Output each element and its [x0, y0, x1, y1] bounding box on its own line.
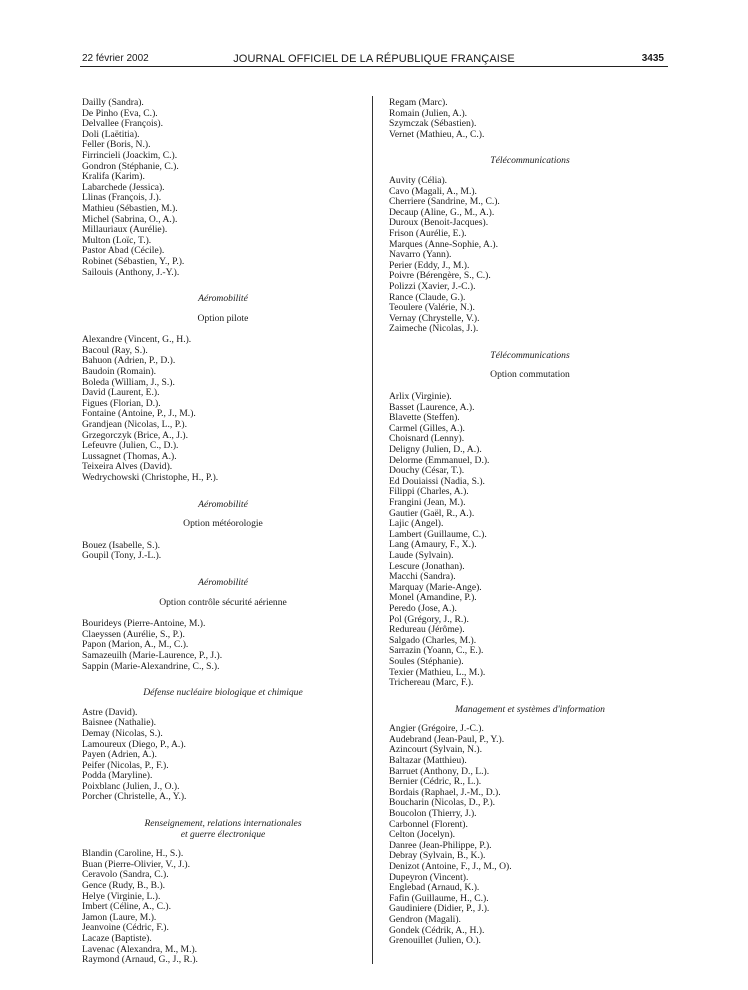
name-entry: Lussagnet (Thomas, A.).: [82, 450, 177, 462]
name-entry: Deligny (Julien, D., A.).: [389, 444, 482, 456]
name-entry: Millauriaux (Aurélie).: [82, 224, 168, 236]
name-entry: Vernet (Mathieu, A., C.).: [389, 128, 485, 140]
name-entry: Peredo (Jose, A.).: [389, 602, 457, 614]
name-entry: Monel (Amandine, P.).: [389, 592, 477, 604]
column-divider: [372, 96, 373, 964]
name-entry: Papon (Marion, A., M., C.).: [82, 639, 189, 651]
name-entry: Marques (Anne-Sophie, A.).: [389, 238, 498, 250]
name-entry: Texier (Mathieu, L., M.).: [389, 666, 486, 678]
section-title: [389, 705, 671, 716]
section-title-line: Aéromobilité: [198, 576, 248, 588]
name-entry: Grenouillet (Julien, O.).: [389, 935, 481, 947]
name-entry: Blavette (Steffen).: [389, 412, 460, 424]
name-entry: Soules (Stéphanie).: [389, 655, 464, 667]
section-title: [389, 351, 671, 362]
section-option: Option commutation: [490, 369, 570, 381]
name-entry: Decaup (Aline, G., M., A.).: [389, 206, 495, 218]
name-entry: Filippi (Charles, A.).: [389, 486, 469, 498]
name-entry: Sarrazin (Yoann, C., E.).: [389, 645, 484, 657]
section-title-line: Management et systèmes d'information: [455, 703, 605, 715]
name-entry: Kralifa (Karim).: [82, 171, 145, 183]
name-entry: Robinet (Sébastien, Y., P.).: [82, 255, 185, 267]
section-title: [82, 819, 364, 840]
name-entry: Gautier (Gaël, R., A.).: [389, 507, 475, 519]
name-entry: Lambert (Guillaume, C.).: [389, 528, 487, 540]
name-entry: Bacoul (Ray, S.).: [82, 344, 148, 356]
name-entry: Bernier (Cédric, R., L.).: [389, 776, 482, 788]
section-title: [389, 156, 671, 167]
name-entry: Podda (Maryline).: [82, 770, 153, 782]
name-entry: Mathieu (Sébastien, M.).: [82, 202, 178, 214]
name-entry: Zaimeche (Nicolas, J.).: [389, 323, 479, 335]
name-entry: Denizot (Antoine, F., J., M., O).: [389, 861, 512, 872]
section-title: [82, 500, 364, 511]
page-number: 3435: [641, 53, 664, 64]
name-entry: Arlix (Virginie).: [389, 391, 452, 403]
name-entry: Baisnee (Nathalie).: [82, 717, 157, 729]
name-entry: Rance (Claude, G.).: [389, 291, 466, 303]
name-entry: Llinas (François, J.).: [82, 192, 162, 204]
name-entry: Fontaine (Antoine, P., J., M.).: [82, 408, 196, 420]
name-entry: Choisnard (Lenny).: [389, 433, 465, 445]
name-entry: Feller (Boris, N.).: [82, 139, 151, 151]
section-option: Option contrôle sécurité aérienne: [159, 596, 287, 608]
name-entry: Raymond (Arnaud, G., J., R.).: [82, 954, 198, 966]
name-entry: Gondron (Stéphanie, C.).: [82, 160, 179, 172]
name-entry: Perier (Eddy, J., M.).: [389, 259, 470, 271]
section-title-line: Télécommunications: [490, 155, 570, 167]
name-entry: Boleda (William, J., S.).: [82, 376, 175, 388]
name-entry: Romain (Julien, A.).: [389, 107, 468, 119]
name-entry: Angier (Grégoire, J.-C.).: [389, 723, 484, 735]
name-entry: Sappin (Marie-Alexandrine, C., S.).: [82, 660, 220, 672]
name-entry: Wedrychowski (Christophe, H., P.).: [82, 472, 219, 483]
name-entry: Teoulere (Valérie, N.).: [389, 302, 475, 314]
name-entry: Labarchede (Jessica).: [82, 181, 165, 193]
section-title-line: et guerre électronique: [180, 828, 266, 840]
name-entry: Bourideys (Pierre-Antoine, M.).: [82, 618, 206, 630]
name-entry: Celton (Jocelyn).: [389, 829, 456, 841]
right-column: [389, 98, 671, 947]
name-entry: Sailouis (Anthony, J.-Y.).: [82, 266, 180, 278]
name-entry: Buan (Pierre-Olivier, V., J.).: [82, 858, 190, 870]
name-entry: Frangini (Jean, M.).: [389, 497, 466, 508]
name-entry: Carmel (Gilles, A.).: [389, 422, 465, 434]
journal-title: JOURNAL OFFICIEL DE LA RÉPUBLIQUE FRANÇAISE: [233, 53, 515, 65]
name-entry: Astre (David).: [82, 706, 138, 718]
section-title-line: Renseignement, relations internationales: [144, 818, 302, 830]
name-entry: Lamoureux (Diego, P., A.).: [82, 738, 186, 750]
name-entry: Grzegorczyk (Brice, A., J.).: [82, 429, 189, 441]
name-entry: Navarro (Yann).: [389, 249, 452, 261]
name-entry: Bordais (Raphael, J.-M., D.).: [389, 786, 501, 798]
name-entry: Samazeuilh (Marie-Laurence, P., J.).: [82, 649, 223, 661]
name-entry: Gondek (Cédrik, A., H.).: [389, 924, 485, 936]
name-entry: Regam (Marc).: [389, 97, 448, 108]
name-entry: Figues (Florian, D.).: [82, 397, 161, 409]
name-entry: David (Laurent, E.).: [82, 387, 160, 399]
name-entry: Trichereau (Marc, F.).: [389, 677, 474, 689]
name-entry: Boucharin (Nicolas, D., P.).: [389, 797, 496, 809]
name-entry: Goupil (Tony, J.-L.).: [82, 550, 162, 562]
name-entry: Grandjean (Nicolas, L., P.).: [82, 419, 187, 431]
name-entry: Marquay (Marie-Ange).: [389, 581, 482, 593]
name-entry: Salgado (Charles, M.).: [389, 634, 477, 646]
name-entry: Alexandre (Vincent, G., H.).: [82, 334, 192, 346]
name-entry: Imbert (Céline, A., C.).: [82, 901, 171, 913]
name-entry: Szymczak (Sébastien).: [389, 118, 477, 130]
name-entry: Lacaze (Baptiste).: [82, 933, 152, 944]
name-entry: Claeyssen (Aurélie, S., P.).: [82, 628, 185, 640]
name-entry: Redureau (Jérôme).: [389, 624, 465, 636]
name-entry: Gence (Rudy, B., B.).: [82, 880, 166, 892]
section-option: Option pilote: [197, 312, 249, 324]
name-entry: Lavenac (Alexandra, M., M.).: [82, 943, 198, 955]
name-entry: Delvallee (François).: [82, 118, 163, 130]
page-header: [0, 53, 748, 65]
name-entry: Pastor Abad (Cécile).: [82, 245, 165, 257]
name-entry: Basset (Laurence, A.).: [389, 401, 475, 413]
section-title: [82, 688, 364, 699]
section-title-line: Aéromobilité: [198, 293, 248, 305]
header-date: 22 février 2002: [82, 53, 149, 64]
name-entry: Blandin (Caroline, H., S.).: [82, 848, 184, 860]
section-title-line: Télécommunications: [490, 349, 570, 361]
name-entry: Jamon (Laure, M.).: [82, 911, 157, 923]
name-entry: Fafin (Guillaume, H., C.).: [389, 892, 489, 904]
name-entry: Teixeira Alves (David).: [82, 461, 173, 473]
section-title: [82, 578, 364, 589]
name-entry: Lefeuvre (Julien, C., D.).: [82, 440, 179, 452]
name-entry: Delorme (Emmanuel, D.).: [389, 454, 490, 466]
name-entry: Michel (Sabrina, O., A.).: [82, 213, 178, 225]
name-entry: Boucolon (Thierry, J.).: [389, 808, 477, 820]
name-entry: Audebrand (Jean-Paul, P., Y.).: [389, 733, 505, 745]
section-option: Option météorologie: [183, 518, 263, 530]
section-title-line: Défense nucléaire biologique et chimique: [143, 687, 303, 699]
name-entry: Jeanvoine (Cédric, F.).: [82, 922, 169, 934]
name-entry: Danree (Jean-Philippe, P.).: [389, 839, 492, 851]
name-entry: Cherriere (Sandrine, M., C.).: [389, 196, 500, 208]
name-entry: Azincourt (Sylvain, N.).: [389, 744, 482, 756]
name-entry: Demay (Nicolas, S.).: [82, 727, 163, 739]
name-entry: Carbonnel (Florent).: [389, 818, 468, 830]
name-entry: Gaudiniere (Didier, P., J.).: [389, 903, 490, 915]
name-entry: Debray (Sylvain, B., K.).: [389, 850, 486, 862]
name-entry: Cavo (Magali, A., M.).: [389, 185, 477, 197]
name-entry: Doli (Laëtitia).: [82, 128, 140, 140]
name-entry: Porcher (Christelle, A., Y.).: [82, 791, 187, 803]
header-rule: [80, 66, 668, 67]
name-entry: Polizzi (Xavier, J.-C.).: [389, 280, 476, 292]
name-entry: Peifer (Nicolas, P., F.).: [82, 759, 169, 771]
name-entry: Multon (Loïc, T.).: [82, 234, 152, 246]
name-entry: Lang (Amaury, F., X.).: [389, 539, 477, 551]
name-entry: Poivre (Bérengère, S., C.).: [389, 270, 491, 282]
name-entry: Duroux (Benoit-Jacques).: [389, 217, 489, 229]
name-entry: Douchy (César, T.).: [389, 465, 465, 477]
name-entry: Bouez (Isabelle, S.).: [82, 539, 161, 551]
name-entry: De Pinho (Eva, C.).: [82, 107, 158, 119]
name-entry: Bahuon (Adrien, P., D.).: [82, 355, 176, 367]
name-entry: Ceravolo (Sandra, C.).: [82, 869, 169, 881]
name-entry: Helye (Virginie, L.).: [82, 890, 161, 902]
section-title-line: Aéromobilité: [198, 498, 248, 510]
name-entry: Englebad (Arnaud, K.).: [389, 882, 480, 894]
name-entry: Gendron (Magali).: [389, 913, 461, 925]
name-entry: Vernay (Chrystelle, V.).: [389, 312, 480, 324]
name-entry: Poixblanc (Julien, J., O.).: [82, 780, 180, 792]
name-entry: Lescure (Jonathan).: [389, 560, 465, 572]
name-entry: Firrincieli (Joackim, C.).: [82, 149, 178, 161]
name-entry: Macchi (Sandra).: [389, 571, 456, 583]
name-entry: Laude (Sylvain).: [389, 549, 454, 561]
name-entry: Dailly (Sandra).: [82, 97, 144, 108]
left-column: [82, 98, 364, 966]
name-entry: Baltazar (Matthieu).: [389, 755, 467, 767]
name-entry: Ed Douiaissi (Nadia, S.).: [389, 475, 485, 487]
section-title: [82, 294, 364, 305]
name-entry: Frison (Aurélie, E.).: [389, 227, 467, 239]
name-entry: Lajic (Angel).: [389, 518, 444, 530]
name-entry: Baudoin (Romain).: [82, 366, 157, 378]
name-entry: Barruet (Anthony, D., L.).: [389, 765, 490, 777]
name-entry: Dupeyron (Vincent).: [389, 871, 469, 883]
name-entry: Payen (Adrien, A.).: [82, 749, 157, 761]
name-entry: Pol (Grégory, J., R.).: [389, 613, 469, 625]
name-entry: Auvity (Célia).: [389, 174, 448, 186]
